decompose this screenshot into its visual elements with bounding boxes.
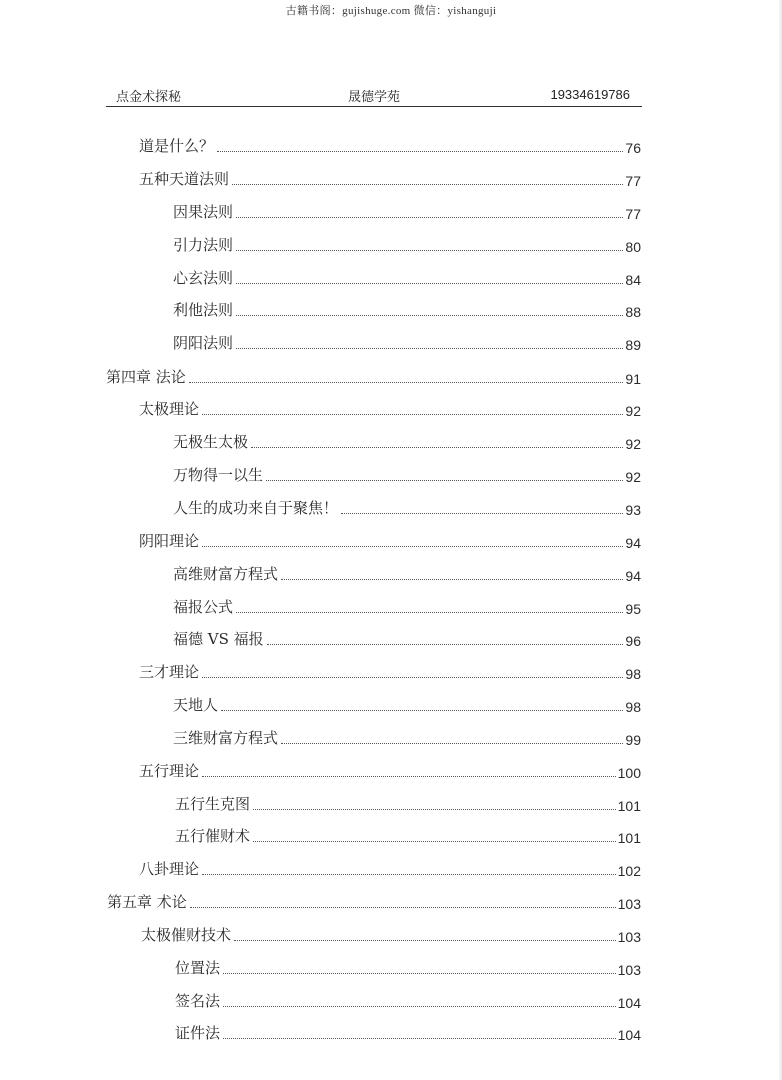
toc-entry-label: 八卦理论	[139, 860, 200, 878]
toc-chapter-entry[interactable]	[107, 888, 641, 912]
dot-leader	[223, 1037, 616, 1039]
toc-chapter-entry[interactable]	[106, 363, 641, 387]
toc-entry-label: 第五章 术论	[107, 893, 187, 911]
toc-entry-label: 道是什么？	[139, 137, 215, 155]
toc-entry-page: 96	[625, 633, 641, 649]
toc-entry-label: 太极催财技术	[141, 926, 232, 944]
toc-entry-label: 福报公式	[173, 598, 234, 616]
dot-leader	[236, 314, 623, 316]
dot-leader	[202, 545, 623, 547]
toc-entry-page: 100	[617, 765, 641, 781]
dot-leader	[253, 808, 616, 810]
toc-entry[interactable]	[173, 691, 641, 715]
toc-entry-label: 五行理论	[139, 762, 200, 780]
dot-leader	[341, 512, 623, 514]
toc-entry-page: 92	[625, 469, 641, 485]
toc-entry-label: 位置法	[175, 959, 221, 977]
toc-entry-label: 天地人	[173, 696, 219, 714]
toc-entry-label: 签名法	[175, 992, 221, 1010]
dot-leader	[202, 676, 623, 678]
toc-entry-page: 101	[617, 798, 641, 814]
dot-leader	[189, 381, 624, 383]
toc-entry-page: 104	[617, 995, 641, 1011]
toc-entry[interactable]	[175, 954, 641, 978]
dot-leader	[236, 611, 623, 613]
toc-entry-page: 103	[617, 929, 641, 945]
dot-leader	[281, 578, 623, 580]
toc-entry[interactable]	[173, 198, 641, 222]
toc-entry-label: 第四章 法论	[106, 368, 186, 386]
toc-entry-page: 101	[617, 830, 641, 846]
toc-entry[interactable]	[173, 560, 641, 584]
toc-entry-label: 因果法则	[173, 203, 234, 221]
toc-entry-page: 77	[625, 173, 641, 189]
toc-entry-label: 无极生太极	[173, 433, 249, 451]
dot-leader	[251, 446, 623, 448]
dot-leader	[221, 709, 623, 711]
toc-entry[interactable]	[173, 231, 641, 255]
toc-entry[interactable]	[139, 395, 641, 419]
toc-entry[interactable]	[139, 527, 641, 551]
toc-entry[interactable]	[173, 625, 641, 649]
dot-leader	[202, 413, 623, 415]
dot-leader	[267, 643, 624, 645]
header-publisher: 晟德学苑	[347, 90, 400, 105]
toc-entry[interactable]	[175, 1019, 641, 1043]
watermark: 古籍书阁：gujishuge.com 微信：yishanguji	[285, 5, 497, 17]
toc-entry[interactable]	[175, 987, 641, 1011]
toc-entry-page: 92	[625, 436, 641, 452]
toc-entry-page: 95	[625, 601, 641, 617]
toc-entry[interactable]	[139, 132, 641, 156]
toc-entry[interactable]	[173, 264, 641, 288]
toc-entry[interactable]	[139, 855, 641, 879]
toc-entry-label: 三才理论	[139, 663, 200, 681]
toc-entry-label: 引力法则	[173, 236, 234, 254]
dot-leader	[232, 183, 623, 185]
toc-entry-page: 98	[625, 699, 641, 715]
toc-entry-page: 84	[625, 272, 641, 288]
toc-entry[interactable]	[173, 724, 641, 748]
header-book-title: 点金术探秘	[116, 90, 182, 105]
toc-entry-label: 阴阳法则	[173, 334, 234, 352]
toc-entry[interactable]	[139, 165, 641, 189]
dot-leader	[266, 479, 623, 481]
dot-leader	[236, 347, 623, 349]
toc-entry-label: 太极理论	[139, 400, 200, 418]
toc-entry-page: 102	[617, 863, 641, 879]
toc-entry-page: 99	[625, 732, 641, 748]
toc-entry-page: 89	[625, 337, 641, 353]
toc-entry[interactable]	[173, 461, 641, 485]
page-edge-shadow	[778, 0, 782, 1080]
toc-entry-label: 高维财富方程式	[173, 565, 279, 583]
toc-entry-page: 92	[625, 403, 641, 419]
toc-entry-page: 94	[625, 535, 641, 551]
header-phone: 19334619786	[550, 87, 630, 102]
page-header	[106, 86, 642, 107]
toc-entry[interactable]	[141, 921, 641, 945]
dot-leader	[253, 840, 616, 842]
dot-leader	[202, 873, 616, 875]
toc-entry[interactable]	[173, 494, 641, 518]
dot-leader	[223, 972, 616, 974]
toc-entry-page: 98	[625, 666, 641, 682]
toc-entry-label: 人生的成功来自于聚焦！	[173, 499, 339, 517]
toc-entry-label: 阴阳理论	[139, 532, 200, 550]
toc-entry-label: 五行生克图	[175, 795, 251, 813]
toc-entry-label: 三维财富方程式	[173, 729, 279, 747]
toc-entry[interactable]	[173, 296, 641, 320]
toc-entry[interactable]	[173, 329, 641, 353]
toc-entry-page: 88	[625, 304, 641, 320]
dot-leader	[281, 742, 623, 744]
toc-entry-label: 万物得一以生	[173, 466, 264, 484]
dot-leader	[202, 775, 616, 777]
toc-entry[interactable]	[175, 790, 641, 814]
toc-entry-label: 证件法	[175, 1024, 221, 1042]
toc-entry-page: 103	[617, 962, 641, 978]
toc-entry-page: 94	[625, 568, 641, 584]
dot-leader	[236, 216, 623, 218]
toc-entry-label: 福德 VS 福报	[173, 630, 264, 648]
dot-leader	[223, 1005, 616, 1007]
toc-entry[interactable]	[139, 757, 641, 781]
toc-entry-page: 76	[625, 140, 641, 156]
toc-entry[interactable]	[173, 593, 641, 617]
dot-leader	[236, 249, 623, 251]
dot-leader	[234, 939, 616, 941]
toc-entry-label: 五种天道法则	[139, 170, 230, 188]
dot-leader	[236, 282, 623, 284]
toc-entry-page: 103	[617, 896, 641, 912]
toc-entry-page: 104	[617, 1027, 641, 1043]
toc-entry[interactable]	[175, 822, 641, 846]
toc-entry-page: 80	[625, 239, 641, 255]
toc-entry[interactable]	[173, 428, 641, 452]
toc-entry-page: 93	[625, 502, 641, 518]
toc-entry-page: 91	[625, 371, 641, 387]
toc-entry-label: 心玄法则	[173, 269, 234, 287]
toc-entry-page: 77	[625, 206, 641, 222]
toc-entry[interactable]	[139, 658, 641, 682]
toc-entry-label: 利他法则	[173, 301, 234, 319]
dot-leader	[190, 906, 616, 908]
toc-entry-label: 五行催财术	[175, 827, 251, 845]
dot-leader	[217, 150, 623, 152]
